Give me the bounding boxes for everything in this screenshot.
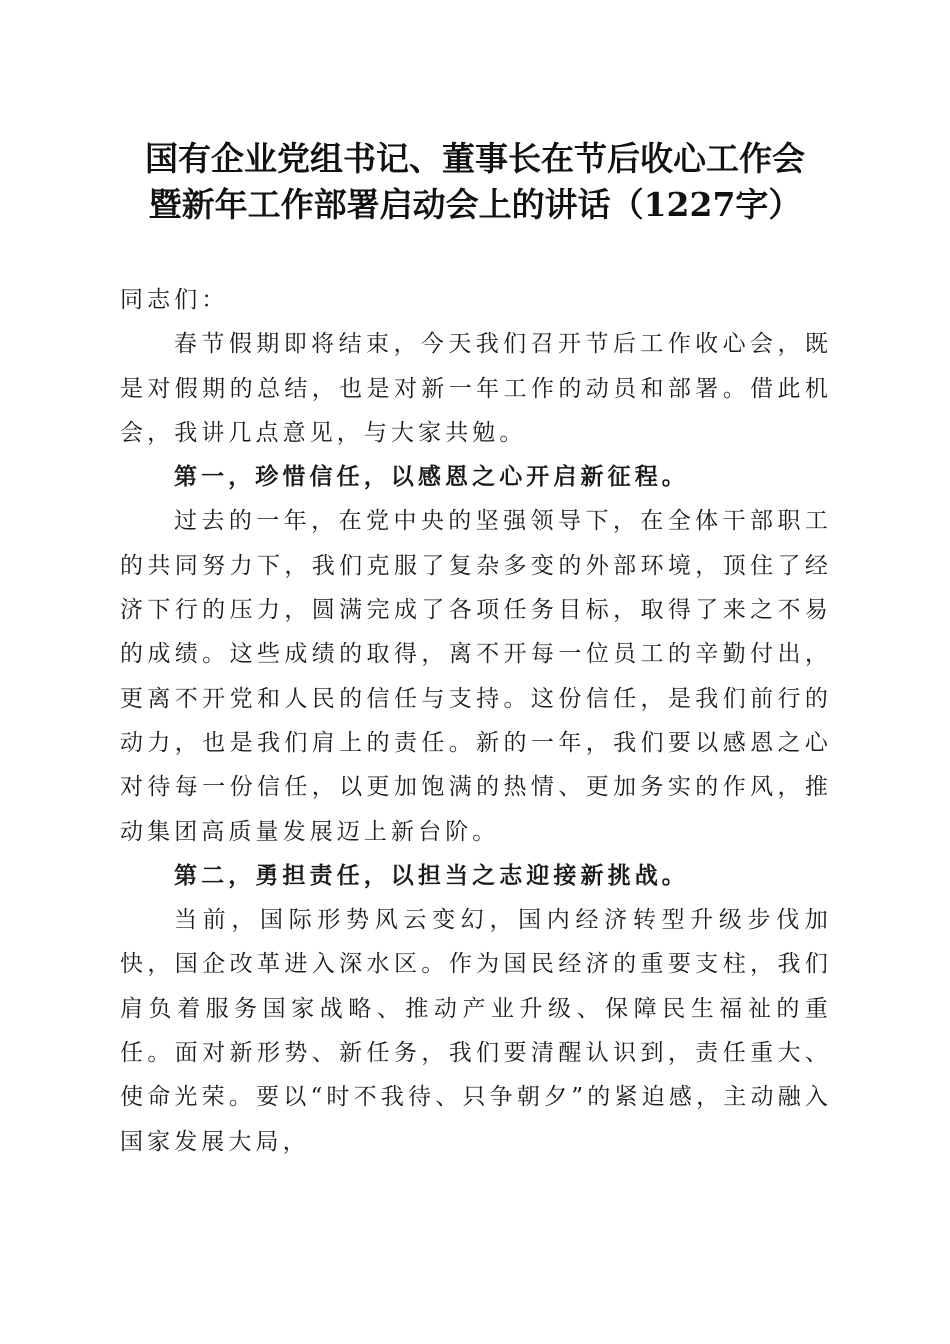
section-heading-1: 第一，珍惜信任，以感恩之心开启新征程。 <box>174 463 689 491</box>
document-title <box>100 136 850 228</box>
paragraph-section-2: 当前，国际形势风云变幻，国内经济转型升级步伐加快，国企改革进入深水区。作为国民经济的重要支柱，我们肩负着服务国家战略、推动产业升级、保障民生福祉的重任。面对新形势、新任务，我们要清醒认识到，责任重大、使命光荣。要以“时不我待、只争朝夕”的紧迫感，主动融入国家发展大局， <box>120 907 832 1155</box>
title-line-1: 国有企业党组书记、董事长在节后收心工作会 <box>145 139 805 178</box>
paragraph-section-1: 过去的一年，在党中央的坚强领导下，在全体干部职工的共同努力下，我们克服了复杂多变的外部环境，顶住了经济下行的压力，圆满完成了各项任务目标，取得了来之不易的成绩。这些成绩的取得，离不开每一位员工的辛勤付出，更离不开党和人民的信任与支持。这份信任，是我们前行的动力，也是我们肩上的责任。新的一年，我们要以感恩之心对待每一份信任，以更加饱满的热情、更加务实的作风，推动集团高质量发展迈上新台阶。 <box>120 508 832 845</box>
title-line-2: 暨新年工作部署启动会上的讲话（1227字） <box>148 185 802 224</box>
document-body <box>120 278 832 1164</box>
paragraph-intro: 春节假期即将结束，今天我们召开节后工作收心会，既是对假期的总结，也是对新一年工作的动员和部署。借此机会，我讲几点意见，与大家共勉。 <box>120 331 832 446</box>
salutation: 同志们： <box>120 287 229 313</box>
section-heading-2: 第二，勇担责任，以担当之志迎接新挑战。 <box>174 861 689 889</box>
